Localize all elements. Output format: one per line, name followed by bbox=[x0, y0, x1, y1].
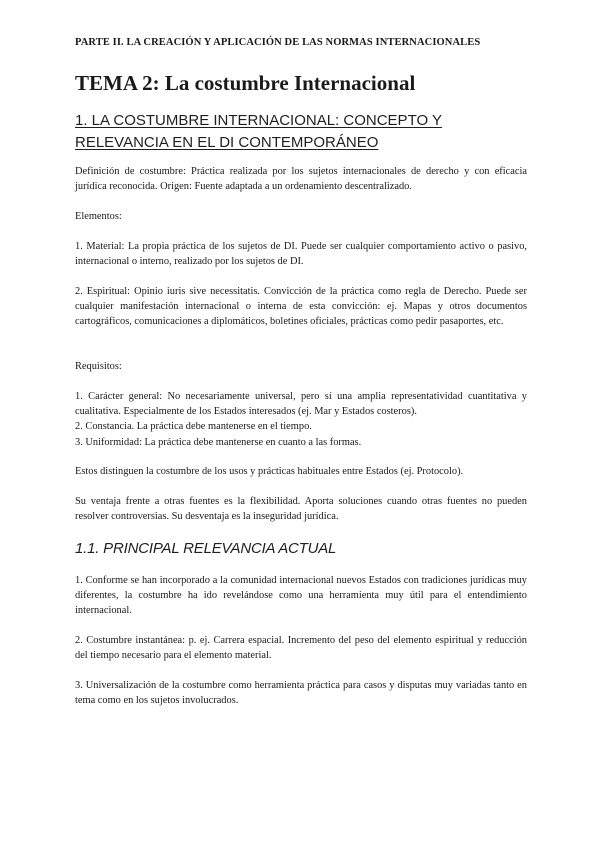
elemento-espiritual-text: 2. Espiritual: Opinio iuris sive necessitatis. Convicción de la práctica como regla de Derecho. Puede ser cualquier manifestación internacional o interna de esta convicción: ej. Mapas y otros documentos cartográficos, comunicaciones a diplomáticos, boletines oficiales, prácticas como pedir pasaportes, etc. bbox=[75, 286, 527, 328]
document-title: TEMA 2: La costumbre Internacional bbox=[75, 71, 416, 95]
definition-text: Definición de costumbre: Práctica realizada por los sujetos internacionales de derecho y con eficacia jurídica reconocida. Origen: Fuente adaptada a un ordenamiento descentralizado. bbox=[75, 166, 527, 193]
relevancia-item-1 bbox=[75, 573, 527, 619]
elementos-label-text: Elementos: bbox=[75, 211, 122, 222]
distinction-paragraph bbox=[75, 464, 527, 479]
relevancia-item-3 bbox=[75, 678, 527, 708]
list-item: 2. Constancia. La práctica debe mantenerse en el tiempo. bbox=[75, 421, 312, 433]
list-item: 1. Conforme se han incorporado a la comunidad internacional nuevos Estados con tradiciones jurídicas muy diferentes, la costumbre ha ido revelándose como una herramienta muy útil para el entendimiento internacional. bbox=[75, 575, 527, 617]
relevancia-item-2 bbox=[75, 633, 527, 663]
elemento-material-text: 1. Material: La propia práctica de los sujetos de DI. Puede ser cualquier comportamiento activo o pasivo, internacional o interno, realizado por los sujetos de DI. bbox=[75, 241, 527, 268]
elemento-espiritual-paragraph bbox=[75, 284, 527, 330]
elementos-label bbox=[75, 209, 527, 224]
advantage-text: Su ventaja frente a otras fuentes es la flexibilidad. Aporta soluciones cuando otras fuentes no pueden resolver controversias. Su desventaja es la inseguridad jurídica. bbox=[75, 496, 527, 523]
requisitos-label-text: Requisitos: bbox=[75, 361, 122, 372]
list-item: 3. Universalización de la costumbre como herramienta práctica para casos y disputas muy variadas tanto en tema como en los sujetos involucrados. bbox=[75, 680, 527, 707]
part-header: PARTE II. LA CREACIÓN Y APLICACIÓN DE LAS NORMAS INTERNACIONALES bbox=[75, 37, 481, 48]
list-item: 1. Carácter general: No necesariamente universal, pero sí una amplia representatividad cuantitativa y cualitativa. Especialmente de los Estados interesados (ej. Mar y Estados costeros). bbox=[75, 391, 527, 418]
advantage-paragraph bbox=[75, 494, 527, 524]
elemento-material-paragraph bbox=[75, 239, 527, 269]
section-1-heading: 1. LA COSTUMBRE INTERNACIONAL: CONCEPTO Y RELEVANCIA EN EL DI CONTEMPORÁNEO bbox=[75, 112, 443, 151]
distinction-text: Estos distinguen la costumbre de los usos y prácticas habituales entre Estados (ej. Protocolo). bbox=[75, 466, 464, 477]
section-1-1-heading: 1.1. PRINCIPAL RELEVANCIA ACTUAL bbox=[75, 540, 337, 557]
requisitos-list bbox=[75, 389, 527, 450]
requisitos-label bbox=[75, 359, 527, 374]
list-item: 3. Uniformidad: La práctica debe mantenerse en cuanto a las formas. bbox=[75, 436, 362, 448]
definition-paragraph bbox=[75, 164, 527, 194]
list-item: 2. Costumbre instantánea: p. ej. Carrera espacial. Incremento del peso del elemento espiritual y reducción del tiempo necesario para el elemento material. bbox=[75, 635, 527, 662]
